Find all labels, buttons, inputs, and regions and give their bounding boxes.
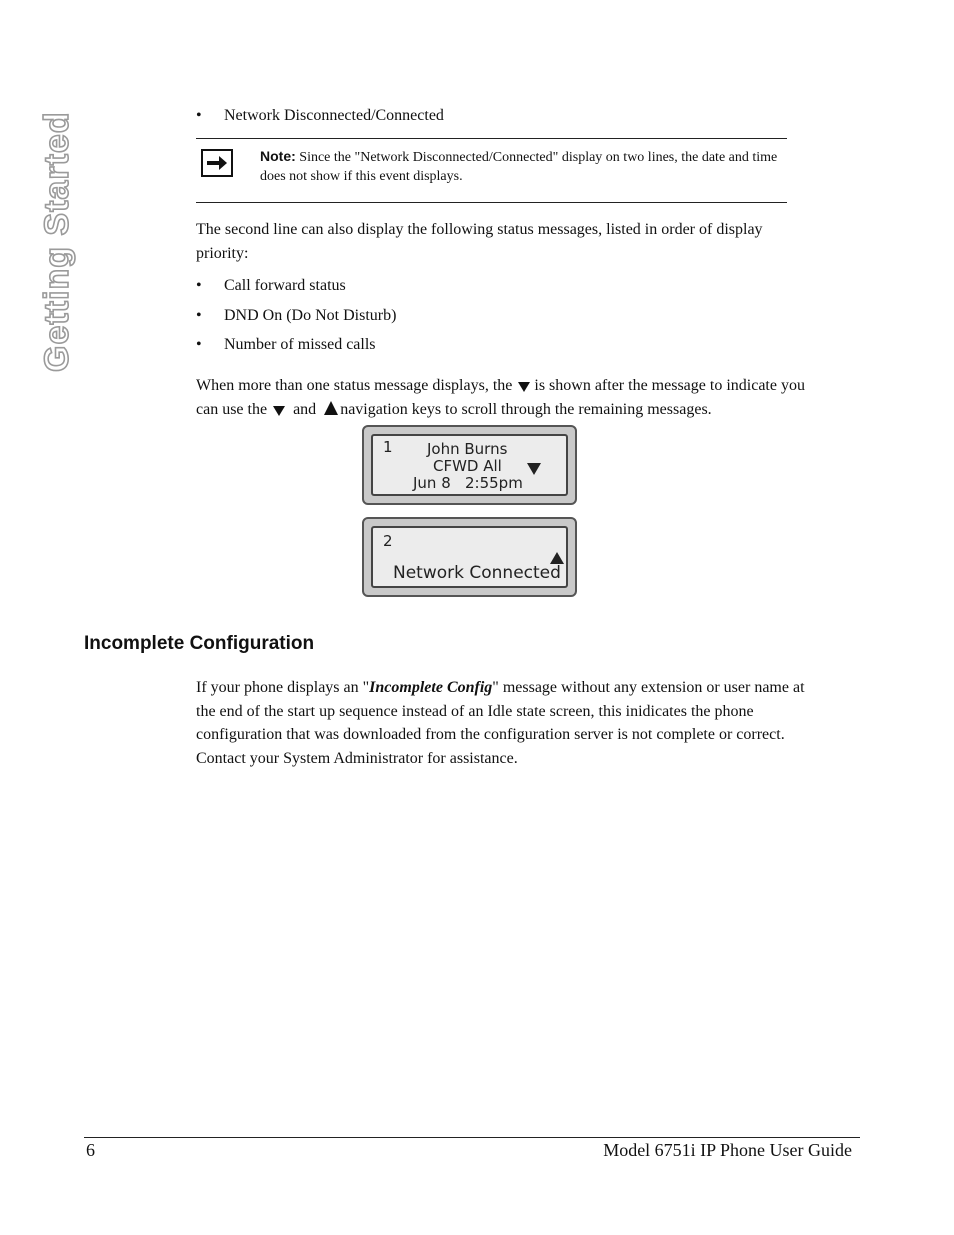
lcd-display	[371, 434, 568, 496]
lcd-screen-1	[362, 425, 577, 505]
lcd-time: 2:55pm	[465, 474, 523, 492]
note-bottom-rule	[196, 202, 787, 203]
section-line-4: Contact your System Administrator for assistance.	[196, 749, 518, 767]
bullet-network-status: Network Disconnected/Connected	[224, 107, 444, 124]
section-emphasis: Incomplete Config	[369, 679, 493, 696]
scroll-text-5: navigation keys to scroll through the remaining messages.	[340, 400, 712, 418]
footer-rule	[84, 1137, 860, 1138]
down-arrow-icon	[518, 382, 530, 392]
scroll-text-4: and	[293, 400, 317, 418]
footer-title: Model 6751i IP Phone User Guide	[603, 1140, 852, 1160]
down-arrow-icon	[273, 406, 285, 416]
scroll-text-2: is shown after the message to indicate you	[534, 377, 805, 394]
status-bullet: Call forward status	[224, 277, 346, 294]
lcd-date: Jun 8	[413, 474, 451, 492]
up-arrow-icon	[324, 401, 338, 415]
down-arrow-icon	[527, 463, 541, 475]
bullet-marker: •	[196, 277, 202, 294]
section-heading: Incomplete Configuration	[84, 633, 315, 654]
page-number: 6	[86, 1140, 95, 1160]
status-bullet: DND On (Do Not Disturb)	[224, 307, 397, 324]
section-text-after: " message without any extension or user name at	[492, 679, 805, 696]
intro-line-2: priority:	[196, 244, 249, 262]
note-label: Note:	[260, 148, 296, 164]
lcd-line-number: 1	[383, 438, 393, 456]
bullet-marker: •	[196, 107, 202, 124]
section-line-3: configuration that was downloaded from the configuration server is not complete or correct.	[196, 726, 785, 743]
scroll-paragraph	[196, 374, 856, 421]
lcd-message: Network Connected	[393, 563, 561, 583]
intro-line-1: The second line can also display the following status messages, listed in order of display	[196, 221, 763, 238]
lcd-caller-name: John Burns	[427, 440, 508, 458]
note	[260, 147, 790, 186]
note-top-rule	[196, 138, 787, 139]
status-bullet: Number of missed calls	[224, 336, 376, 353]
lcd-display	[371, 526, 568, 588]
bullet-marker: •	[196, 336, 202, 353]
lcd-line-number: 2	[383, 532, 393, 550]
side-tab	[38, 110, 78, 375]
arrow-right-icon	[201, 149, 233, 177]
bullet-marker: •	[196, 307, 202, 324]
intro-paragraph	[196, 218, 856, 265]
lcd-status: CFWD All	[433, 457, 502, 475]
scroll-text-1: When more than one status message displays, the	[196, 377, 513, 394]
section-text-before: If your phone displays an "	[196, 679, 370, 696]
scroll-text-3: can use the	[196, 400, 268, 418]
side-tab-label: Getting Started	[38, 111, 76, 372]
lcd-screen-2	[362, 517, 577, 597]
section-paragraph	[196, 676, 856, 770]
section-line-2: the end of the start up sequence instead of an Idle state screen, this inidicates the phone	[196, 702, 754, 720]
note-text: Since the "Network Disconnected/Connected" display on two lines, the date and time does not show if this event displays.	[260, 150, 778, 184]
